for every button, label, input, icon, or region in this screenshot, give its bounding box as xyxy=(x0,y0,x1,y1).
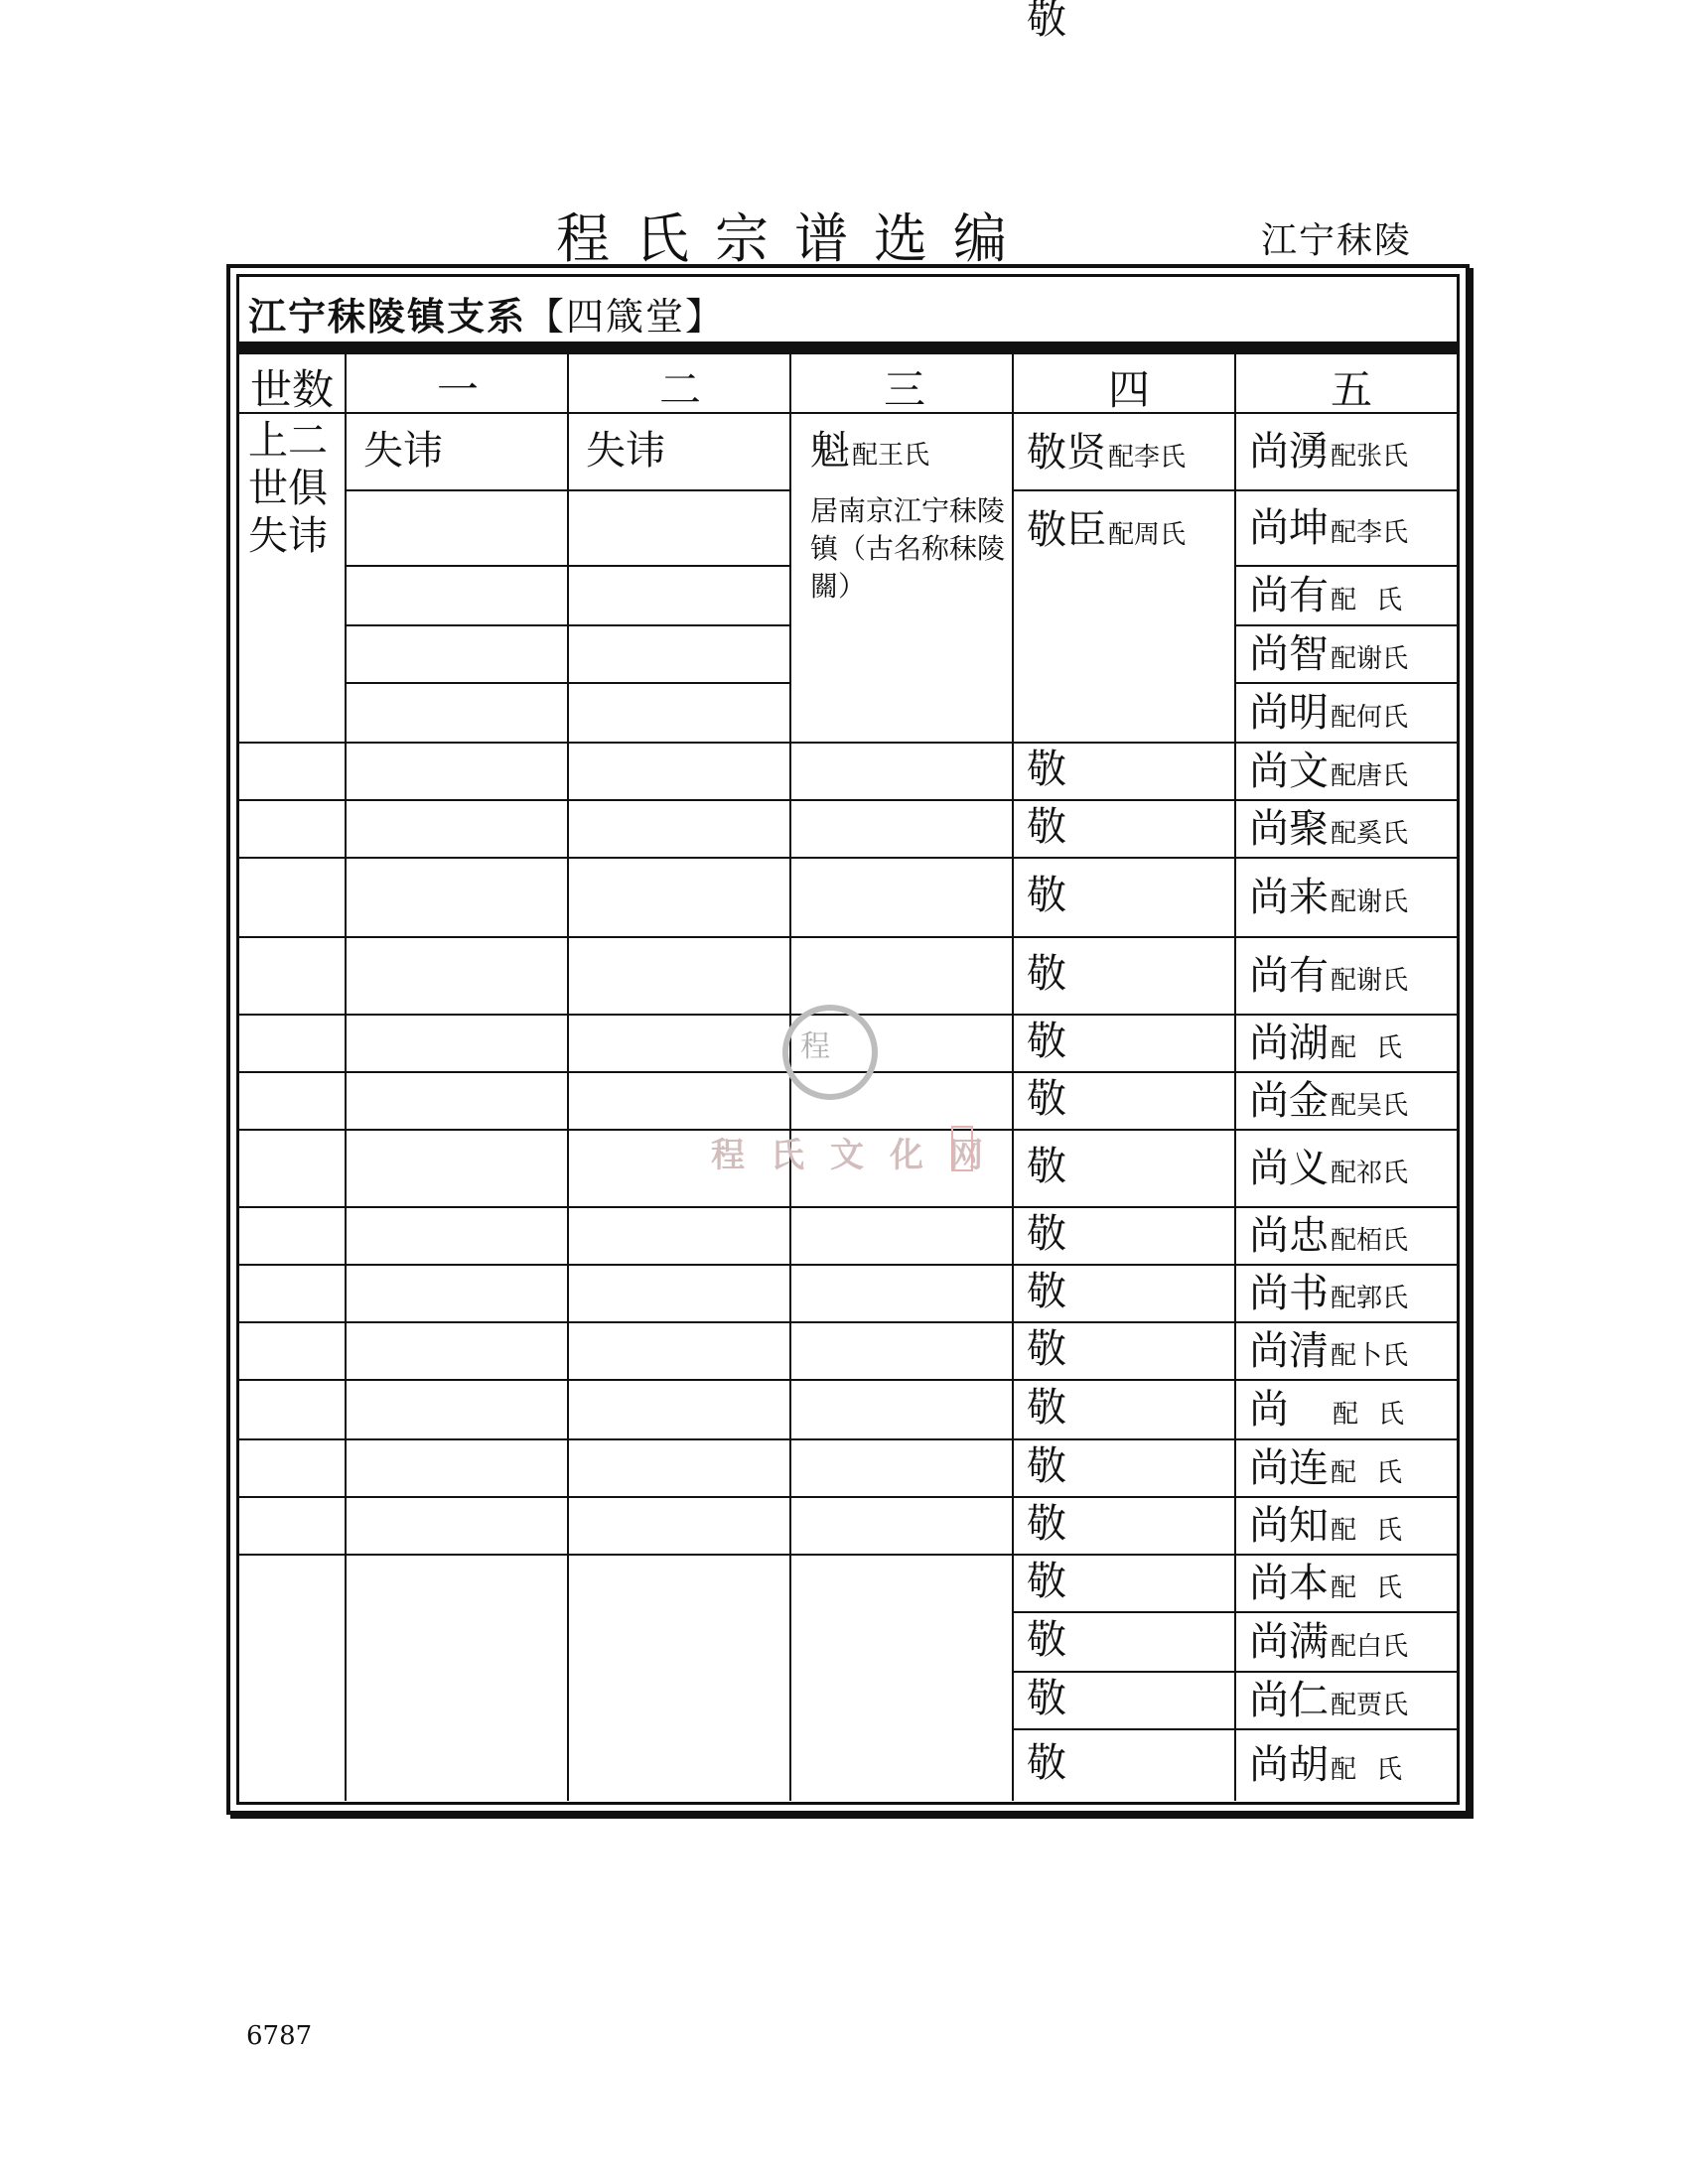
gen5-spouse xyxy=(1331,1757,1422,1783)
gen5-entry xyxy=(1249,505,1409,551)
column-line xyxy=(567,353,569,1801)
column-line xyxy=(345,353,347,1801)
gen4-name: 敬 xyxy=(1027,1269,1066,1314)
gen5-row-line xyxy=(1235,1206,1458,1208)
gen4-name: 敬 xyxy=(1027,747,1066,792)
gen5-row-line xyxy=(1235,1496,1458,1498)
seal-text: 程 xyxy=(800,1029,830,1064)
gen4-row-line xyxy=(1013,1438,1235,1440)
gen5-row-line xyxy=(1235,1554,1458,1556)
gen5-name: 尚文 xyxy=(1249,749,1329,794)
branch-title xyxy=(248,286,725,341)
gen5-name: 尚聚 xyxy=(1249,806,1329,852)
gen5-spouse: 配谢氏 xyxy=(1331,644,1409,674)
gen5-name: 尚胡 xyxy=(1249,1742,1329,1788)
gen4-entry xyxy=(1027,1019,1066,1064)
gen3-name: 魁 xyxy=(810,428,850,474)
gen5-spouse xyxy=(1331,1460,1422,1486)
gen4-entry xyxy=(1027,1076,1066,1122)
gen4-row-line xyxy=(1013,1671,1235,1673)
gen5-row-line xyxy=(1235,1379,1458,1381)
gen3-spouse: 配王氏 xyxy=(852,441,930,471)
gen4-row-line xyxy=(1013,489,1235,491)
gen5-name: 尚有 xyxy=(1249,573,1329,618)
header-bottom-line xyxy=(238,412,1458,414)
gen5-row-line xyxy=(1235,1438,1458,1440)
gen5-entry xyxy=(1249,806,1409,852)
gen5-name: 尚来 xyxy=(1249,875,1329,920)
gen4-name: 敬 xyxy=(1027,873,1066,918)
left-row-line xyxy=(238,936,1013,938)
seal-watermark xyxy=(782,1005,878,1100)
gen5-entry xyxy=(1249,749,1409,794)
gen4-spouse: 配周氏 xyxy=(1108,520,1187,550)
branch-name: 江宁秣陵镇支系 xyxy=(248,294,527,339)
gen4-name: 敬 xyxy=(1027,1740,1066,1786)
gen5-spouse: 配祁氏 xyxy=(1331,1159,1409,1188)
gen5-row-line xyxy=(1235,1014,1458,1016)
gen5-spouse: 配贾氏 xyxy=(1331,1691,1409,1720)
gen4-entry xyxy=(1027,1211,1066,1257)
gen5-row-line xyxy=(1235,1611,1458,1613)
gen5-row-line xyxy=(1235,1129,1458,1131)
gen5-name: 尚义 xyxy=(1249,1146,1329,1191)
gen5-spouse: 配谢氏 xyxy=(1331,887,1409,917)
gen5-spouse: 配郭氏 xyxy=(1331,1284,1409,1313)
gen5-row-line xyxy=(1235,565,1458,567)
header-gen-4: 四 xyxy=(1108,365,1151,414)
gen4-row-line xyxy=(1013,742,1235,744)
gen4-entry xyxy=(1027,804,1066,850)
gen4-name: 敬 xyxy=(1027,1501,1066,1547)
gen4-entry xyxy=(1027,1676,1066,1721)
spouse-prefix: 配 xyxy=(1331,1573,1357,1603)
gen4-name: 敬 xyxy=(1027,1211,1066,1257)
gen5-entry xyxy=(1249,1213,1409,1259)
gen4-entry xyxy=(1027,1385,1066,1431)
gen5-spouse: 配李氏 xyxy=(1331,518,1409,548)
header-shishu: 世数 xyxy=(250,365,335,414)
gen1-name: 失讳 xyxy=(363,428,443,474)
gen5-entry xyxy=(1249,953,1409,999)
gen5-spouse: 配唐氏 xyxy=(1331,761,1409,791)
gen4-entry xyxy=(1027,1559,1066,1604)
gen5-row-line xyxy=(1235,857,1458,859)
gen4-row-line xyxy=(1013,1014,1235,1016)
gen4-row-line xyxy=(1013,857,1235,859)
gen4-row-line xyxy=(1013,1321,1235,1323)
left-row-line xyxy=(238,1264,1013,1266)
gen5-name: 尚湖 xyxy=(1249,1021,1329,1066)
gen4-entry xyxy=(1027,951,1066,997)
gen5-entry xyxy=(1249,1619,1409,1665)
hall-name: 【四箴堂】 xyxy=(526,295,726,339)
gen4-row-line xyxy=(1013,1264,1235,1266)
note-line: 世俱 xyxy=(248,466,328,511)
gen4-row-line xyxy=(1013,1496,1235,1498)
gen5-name: 尚明 xyxy=(1249,690,1329,736)
column-line xyxy=(1234,353,1236,1801)
gen4-entry xyxy=(1027,747,1066,792)
gen4-entry xyxy=(1027,1269,1066,1314)
gen5-spouse: 配栢氏 xyxy=(1331,1226,1409,1256)
gen5-spouse: 配白氏 xyxy=(1331,1632,1409,1662)
gen4-row-line xyxy=(1013,1611,1235,1613)
gen5-entry xyxy=(1249,1328,1409,1374)
region-label: 江宁秣陵 xyxy=(1261,220,1413,261)
gen4-entry xyxy=(1027,507,1187,553)
spouse-suffix: 氏 xyxy=(1376,1516,1403,1546)
gen5-name: 尚满 xyxy=(1249,1619,1329,1665)
gen4-entry xyxy=(1027,1443,1066,1489)
left-row-line xyxy=(238,742,1013,744)
gen4-entry xyxy=(1027,1326,1066,1372)
gen4-row-line xyxy=(1013,1071,1235,1073)
gen5-spouse: 配卜氏 xyxy=(1331,1341,1409,1371)
gen4-name: 敬 xyxy=(1027,1385,1066,1431)
gen4-name: 敬 xyxy=(1027,1443,1066,1489)
site-watermark: 程氏文化网 xyxy=(711,1136,1009,1175)
gen5-name: 尚连 xyxy=(1249,1445,1329,1491)
gen5-entry xyxy=(1249,631,1409,677)
spouse-suffix: 氏 xyxy=(1376,1033,1403,1063)
gen5-spouse: 配奚氏 xyxy=(1331,819,1409,849)
header-gen-2: 二 xyxy=(659,365,702,414)
gen5-name: 尚智 xyxy=(1249,631,1329,677)
gen5-entry xyxy=(1249,1445,1422,1491)
gen4-entry xyxy=(1027,1617,1066,1663)
left-row-line xyxy=(238,1379,1013,1381)
gen5-name: 尚清 xyxy=(1249,1328,1329,1374)
header-gen-1: 一 xyxy=(437,365,480,414)
gen4-row-line xyxy=(1013,1206,1235,1208)
gen5-entry xyxy=(1249,1742,1422,1788)
gen5-entry xyxy=(1249,1021,1422,1066)
gen4-name: 敬 xyxy=(1027,1326,1066,1372)
title-separator xyxy=(236,341,1460,352)
spouse-suffix: 氏 xyxy=(1376,1755,1403,1785)
gen5-row-line xyxy=(1235,624,1458,626)
gen5-row-line xyxy=(1235,489,1458,491)
left-row-line xyxy=(238,1438,1013,1440)
gen4-name: 敬 xyxy=(1027,1559,1066,1604)
gen5-entry xyxy=(1249,1271,1409,1316)
gen5-entry xyxy=(1249,429,1409,475)
header-gen-5: 五 xyxy=(1331,365,1373,414)
left-row-line xyxy=(238,1071,1013,1073)
gen5-entry xyxy=(1249,1078,1409,1124)
gen5-spouse: 配吴氏 xyxy=(1331,1091,1409,1121)
gen5-name: 尚湧 xyxy=(1249,429,1329,475)
gen4-name: 敬 xyxy=(1027,1144,1066,1189)
gen4-entry xyxy=(1027,430,1187,476)
left-row-line xyxy=(238,1014,1013,1016)
gen4-entry xyxy=(1027,1740,1066,1786)
gen5-entry xyxy=(1249,690,1409,736)
gen4-name: 敬臣 xyxy=(1027,507,1106,553)
document-title: 程氏宗谱选编 xyxy=(556,207,1033,270)
gen5-row-line xyxy=(1235,799,1458,801)
gen5-name: 尚知 xyxy=(1249,1503,1329,1549)
gen5-entry xyxy=(1249,875,1409,920)
gen5-row-line xyxy=(1235,1728,1458,1730)
header-top-line xyxy=(238,352,1458,354)
gen5-spouse xyxy=(1331,588,1422,614)
spouse-suffix: 氏 xyxy=(1376,1573,1403,1603)
gen4-row-line xyxy=(1013,799,1235,801)
gen4-name: 敬 xyxy=(1027,804,1066,850)
gen4-name: 敬 xyxy=(1027,1676,1066,1721)
left-row-line xyxy=(238,1496,1013,1498)
gen5-entry xyxy=(1249,1146,1409,1191)
gen4-row-line xyxy=(1013,936,1235,938)
gen5-entry xyxy=(1249,573,1422,618)
gen5-name: 尚仁 xyxy=(1249,1678,1329,1723)
gen4-entry xyxy=(1027,1501,1066,1547)
gen3-residence: 居南京江宁秣陵镇（古名称秣陵關） xyxy=(810,494,1006,603)
gen4-entry xyxy=(1027,0,1066,43)
gen5-name: 尚坤 xyxy=(1249,505,1329,551)
gen5-spouse xyxy=(1331,1575,1422,1601)
gen5-entry xyxy=(1249,1387,1424,1433)
gen5-name: 尚本 xyxy=(1249,1561,1329,1606)
gen5-spouse xyxy=(1333,1402,1424,1428)
gen4-row-line xyxy=(1013,1554,1235,1556)
gen4-name: 敬 xyxy=(1027,1076,1066,1122)
gen5-entry xyxy=(1249,1503,1422,1549)
gen5-spouse: 配谢氏 xyxy=(1331,966,1409,996)
gen5-name: 尚金 xyxy=(1249,1078,1329,1124)
spouse-prefix: 配 xyxy=(1331,1033,1357,1063)
gen3-entry xyxy=(810,428,930,474)
page-number: 6787 xyxy=(246,2021,313,2051)
spouse-suffix: 氏 xyxy=(1378,1400,1405,1430)
gen4-row-line xyxy=(1013,1129,1235,1131)
left-row-line xyxy=(238,799,1013,801)
spouse-prefix: 配 xyxy=(1331,1516,1357,1546)
note-line: 上二 xyxy=(248,418,328,464)
gen4-name: 敬贤 xyxy=(1027,430,1106,476)
gen5-row-line xyxy=(1235,1071,1458,1073)
left-row-line xyxy=(238,1554,1013,1556)
spouse-prefix: 配 xyxy=(1333,1400,1359,1430)
gen5-name: 尚忠 xyxy=(1249,1213,1329,1259)
note-line: 失讳 xyxy=(248,513,328,559)
gen5-spouse: 配何氏 xyxy=(1331,703,1409,733)
gen5-name: 尚 xyxy=(1249,1387,1289,1433)
gen4-name: 敬 xyxy=(1027,1617,1066,1663)
gen4-name: 敬 xyxy=(1027,951,1066,997)
gen5-spouse xyxy=(1331,1518,1422,1544)
gen5-row-line xyxy=(1235,682,1458,684)
gen5-row-line xyxy=(1235,1321,1458,1323)
gen5-entry xyxy=(1249,1561,1422,1606)
spouse-prefix: 配 xyxy=(1331,586,1357,615)
gen5-row-line xyxy=(1235,1671,1458,1673)
gen4-row-line xyxy=(1013,1379,1235,1381)
spouse-prefix: 配 xyxy=(1331,1458,1357,1488)
spouse-prefix: 配 xyxy=(1331,1755,1357,1785)
left-row-line xyxy=(238,1206,1013,1208)
left-row-line xyxy=(238,857,1013,859)
gen5-row-line xyxy=(1235,1264,1458,1266)
left-row-line xyxy=(238,1321,1013,1323)
gen5-name: 尚书 xyxy=(1249,1271,1329,1316)
gen5-row-line xyxy=(1235,742,1458,744)
spouse-suffix: 氏 xyxy=(1376,586,1403,615)
generation-note xyxy=(248,417,328,560)
header-gen-3: 三 xyxy=(884,365,926,414)
gen5-spouse: 配张氏 xyxy=(1331,442,1409,472)
gen4-name: 敬 xyxy=(1027,1019,1066,1064)
gen5-row-line xyxy=(1235,936,1458,938)
gen5-name: 尚有 xyxy=(1249,953,1329,999)
gen4-entry xyxy=(1027,1144,1066,1189)
watermark-stamp xyxy=(951,1126,973,1171)
gen2-name: 失讳 xyxy=(586,428,665,474)
gen4-entry xyxy=(1027,873,1066,918)
spouse-suffix: 氏 xyxy=(1376,1458,1403,1488)
gen5-spouse xyxy=(1331,1035,1422,1061)
gen5-entry xyxy=(1249,1678,1409,1723)
gen4-row-line xyxy=(1013,1728,1235,1730)
gen4-spouse: 配李氏 xyxy=(1108,443,1187,473)
gen4-name: 敬 xyxy=(1027,0,1066,43)
